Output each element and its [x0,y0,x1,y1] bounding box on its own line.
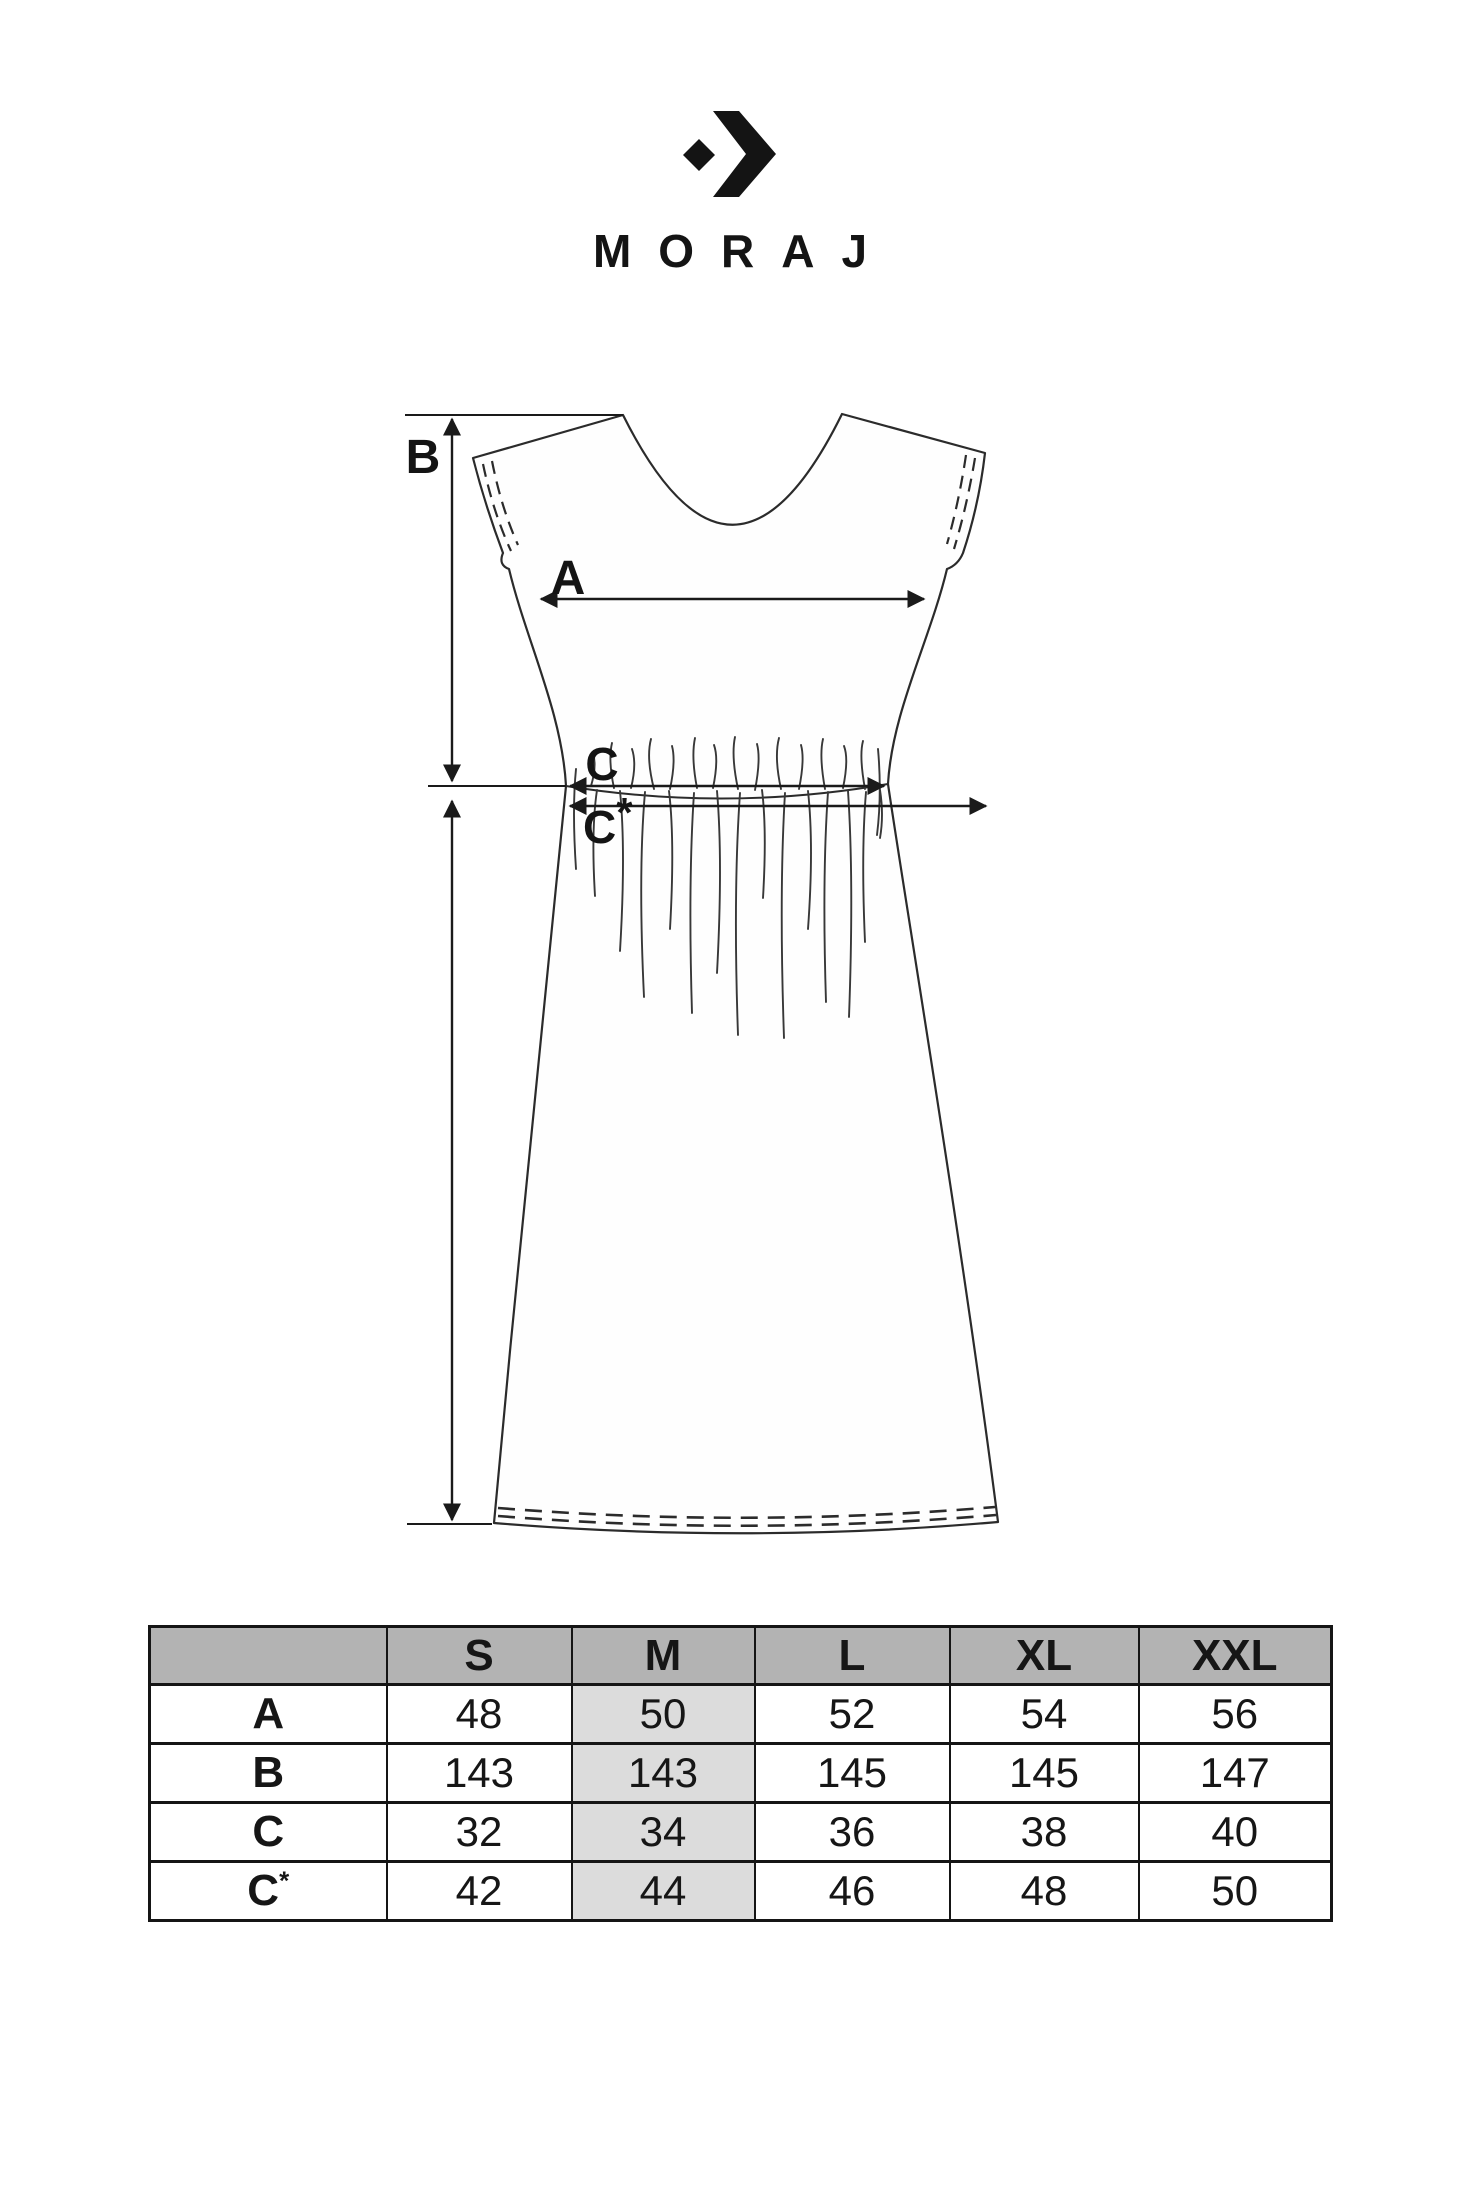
size-value-cell: 40 [1139,1803,1332,1862]
size-value-cell: 32 [387,1803,572,1862]
dimension-label-c-star: C* [583,789,633,853]
size-value-cell: 46 [755,1862,950,1921]
size-value-cell: 54 [950,1685,1139,1744]
size-value-cell: 147 [1139,1744,1332,1803]
dimension-label-b: B [405,431,441,484]
size-value-cell: 38 [950,1803,1139,1862]
dimension-label-a: A [550,552,586,605]
size-value-cell: 52 [755,1685,950,1744]
size-value-cell: 36 [755,1803,950,1862]
size-column-header-xl: XL [950,1627,1139,1685]
size-value-cell: 34 [572,1803,755,1862]
table-row-c [150,1803,1332,1862]
table-row-c-star [150,1862,1332,1921]
measurement-row-label: C [150,1803,387,1862]
size-value-cell: 145 [950,1744,1139,1803]
size-value-cell: 145 [755,1744,950,1803]
size-value-cell: 50 [1139,1862,1332,1921]
size-value-cell: 42 [387,1862,572,1921]
size-value-cell: 48 [950,1862,1139,1921]
size-value-cell: 143 [387,1744,572,1803]
size-column-header-s: S [387,1627,572,1685]
measurement-row-label: B [150,1744,387,1803]
brand-logo-icon [680,107,780,202]
size-column-header-m: M [572,1627,755,1685]
measurement-row-label: C* [150,1862,387,1921]
size-table [148,1625,1333,1922]
dress-measurement-diagram [380,380,1060,1560]
table-row-a [150,1685,1332,1744]
dimension-label-c: C [585,738,619,790]
logo-diamond-shape [683,139,715,171]
size-value-cell: 50 [572,1685,755,1744]
size-value-cell: 56 [1139,1685,1332,1744]
brand-name: MORAJ [592,225,895,277]
corner-cell [150,1627,387,1685]
table-row-b [150,1744,1332,1803]
measurement-row-label: A [150,1685,387,1744]
table-header-row [150,1627,1332,1685]
size-column-header-xxl: XXL [1139,1627,1332,1685]
size-value-cell: 48 [387,1685,572,1744]
size-value-cell: 143 [572,1744,755,1803]
size-column-header-l: L [755,1627,950,1685]
size-value-cell: 44 [572,1862,755,1921]
logo-chevron-shape [713,111,776,197]
